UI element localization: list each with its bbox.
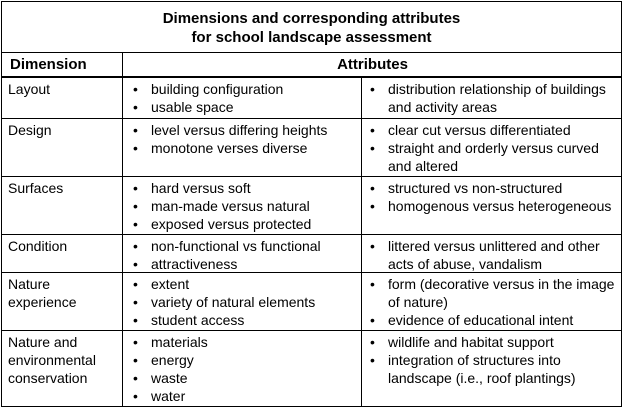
header-divider [2, 76, 621, 78]
dimension-label: conservation [8, 370, 88, 386]
attribute-item: • attractiveness [128, 255, 360, 273]
dimension-header: Dimension [10, 56, 87, 73]
attribute-item: • student access [128, 311, 358, 329]
attributes-right-list [365, 275, 615, 329]
dimension-cell [8, 275, 118, 311]
attribute-item: • clear cut versus differentiated [365, 121, 615, 139]
assessment-table [1, 1, 622, 407]
dimension-label: Design [8, 122, 52, 138]
dimension-cell [8, 80, 118, 98]
attribute-item: • homogenous versus heterogeneous [365, 197, 615, 215]
dimension-label: Condition [8, 238, 68, 254]
attribute-item: • water [128, 387, 358, 405]
dimension-column-divider [122, 52, 123, 407]
attributes-right-list [365, 80, 620, 116]
attribute-item: • form (decorative versus in the image of nature) [365, 275, 615, 311]
attribute-item: • structured vs non-structured [365, 179, 615, 197]
title-divider [2, 52, 621, 53]
attributes-left-list [128, 333, 358, 405]
table-title [2, 2, 621, 52]
attribute-item: • level versus differing heights [128, 121, 356, 139]
attribute-item: • distribution relationship of buildings and activity areas [365, 80, 620, 116]
attributes-column-divider [361, 78, 362, 407]
dimension-label: Surfaces [8, 180, 64, 196]
row-divider [2, 176, 621, 177]
dimension-cell [8, 121, 118, 139]
attribute-item: • usable space [128, 98, 358, 116]
attribute-item: • variety of natural elements [128, 293, 358, 311]
table-title-line-2: for school landscape assessment [191, 29, 432, 46]
attribute-item: • littered versus unlittered and other acts of abuse, vandalism [365, 237, 621, 273]
attribute-item: • straight and orderly versus curved and altered [365, 139, 615, 175]
dimension-cell [8, 333, 118, 387]
attributes-left-list [128, 275, 358, 329]
attribute-item: • building configuration [128, 80, 358, 98]
dimension-label: Nature [8, 276, 51, 292]
attribute-item: • waste [128, 369, 358, 387]
attributes-right-list [365, 237, 621, 273]
row-divider [2, 234, 621, 235]
dimension-label: experience [8, 294, 77, 310]
table-title-line-1: Dimensions and corresponding attributes [162, 10, 461, 27]
dimension-cell [8, 237, 118, 255]
attribute-item: • evidence of educational intent [365, 311, 615, 329]
dimension-label: Nature and [8, 334, 78, 350]
dimension-label: Layout [8, 81, 51, 97]
row-divider [2, 330, 621, 331]
attribute-item: • monotone verses diverse [128, 139, 356, 157]
attributes-left-list [128, 80, 358, 116]
attribute-item: • man-made versus natural [128, 197, 358, 215]
attribute-item: • materials [128, 333, 358, 351]
attributes-left-list [128, 237, 360, 273]
attribute-item: • exposed versus protected [128, 215, 358, 233]
attributes-header: Attributes [337, 56, 408, 73]
attributes-right-list [365, 333, 621, 387]
attribute-item: • energy [128, 351, 358, 369]
attributes-right-list [365, 179, 615, 215]
attributes-left-list [128, 121, 356, 157]
attribute-item: • wildlife and habitat support [365, 333, 621, 351]
attribute-item: • non-functional vs functional [128, 237, 360, 255]
attributes-left-list [128, 179, 358, 233]
attribute-item: • extent [128, 275, 358, 293]
dimension-label: environmental [8, 352, 96, 368]
dimension-cell [8, 179, 118, 197]
row-divider [2, 118, 621, 119]
attribute-item: • hard versus soft [128, 179, 358, 197]
attribute-item: • integration of structures into landscape (i.e., roof plantings) [365, 351, 621, 387]
attributes-right-list [365, 121, 615, 175]
